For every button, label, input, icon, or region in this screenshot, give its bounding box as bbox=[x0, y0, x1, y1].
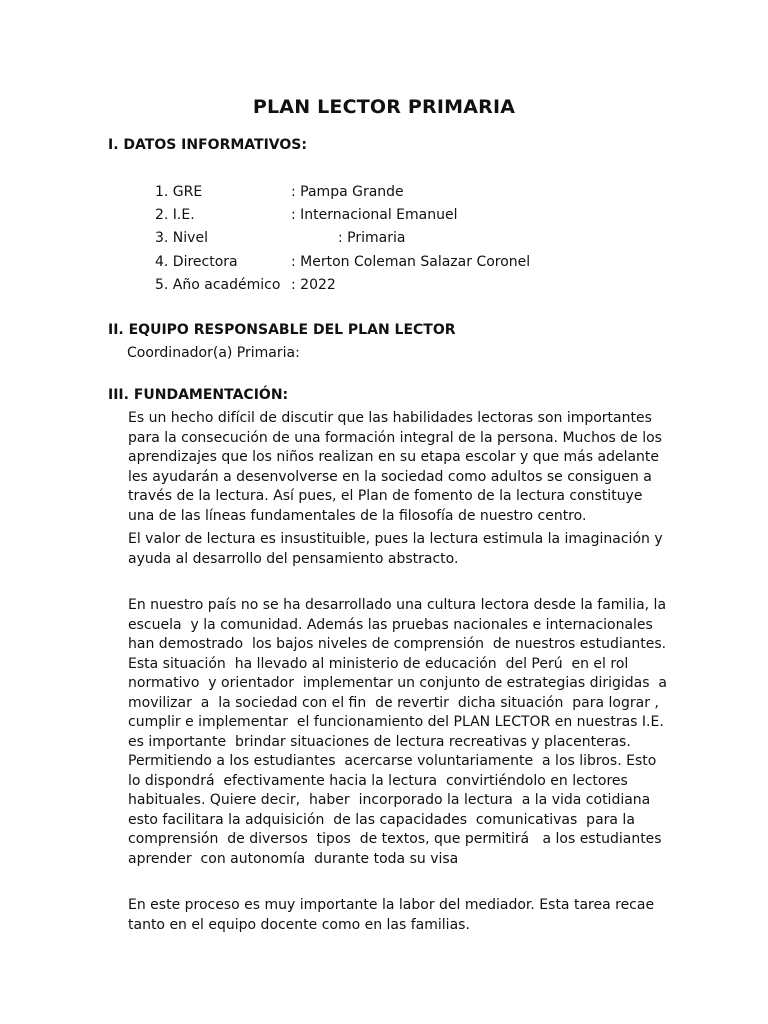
info-label: 5. Año académico bbox=[155, 276, 281, 293]
paragraph-2 bbox=[128, 530, 663, 569]
section-heading-fundamentacion: III. FUNDAMENTACIÓN: bbox=[108, 387, 289, 403]
info-value: : Internacional Emanuel bbox=[291, 207, 458, 224]
section-heading-datos: I. DATOS INFORMATIVOS: bbox=[108, 137, 307, 153]
info-label: 4. Directora bbox=[155, 253, 238, 270]
paragraph-line: comprensión de diversos tipos de textos, que permitirá a los estudiantes bbox=[128, 831, 662, 847]
paragraph-line: es importante brindar situaciones de lectura recreativas y placenteras. bbox=[128, 733, 631, 750]
paragraph-line: para la consecución de una formación integral de la persona. Muchos de los bbox=[128, 429, 662, 446]
info-label: 3. Nivel bbox=[155, 230, 208, 247]
paragraph-line: Permitiendo a los estudiantes acercarse voluntariamente a los libros. Esto bbox=[128, 753, 657, 769]
paragraph-line: Es un hecho difícil de discutir que las habilidades lectoras son importantes bbox=[128, 410, 652, 426]
paragraph-line: tanto en el equipo docente como en las familias. bbox=[128, 916, 470, 933]
paragraph-line: escuela y la comunidad. Además las pruebas nacionales e internacionales bbox=[128, 616, 653, 633]
paragraph-line: El valor de lectura es insustituible, pues la lectura estimula la imaginación y bbox=[128, 531, 663, 547]
coordinator-line: Coordinador(a) Primaria: bbox=[127, 345, 300, 361]
paragraph-line: través de la lectura. Así pues, el Plan de fomento de la lectura constituye bbox=[128, 488, 643, 504]
info-label: 1. GRE bbox=[155, 184, 203, 200]
paragraph-3 bbox=[128, 596, 667, 869]
paragraph-line: una de las líneas fundamentales de la filosofía de nuestro centro. bbox=[128, 507, 587, 524]
paragraph-1 bbox=[128, 409, 662, 526]
paragraph-line: esto facilitara la adquisición de las capacidades comunicativas para la bbox=[128, 811, 635, 828]
paragraph-line: cumplir e implementar el funcionamiento del PLAN LECTOR en nuestras I.E. bbox=[128, 714, 664, 730]
info-value: : Primaria bbox=[338, 230, 406, 247]
paragraph-line: lo dispondrá efectivamente hacia la lectura convirtiéndolo en lectores bbox=[128, 772, 628, 789]
info-label: 2. I.E. bbox=[155, 207, 195, 224]
paragraph-line: habituales. Quiere decir, haber incorporado la lectura a la vida cotidiana bbox=[128, 792, 651, 808]
paragraph-4 bbox=[128, 896, 654, 936]
paragraph-line: les ayudarán a desenvolverse en la sociedad como adultos se consiguen a bbox=[128, 468, 652, 485]
paragraph-line: movilizar a la sociedad con el fin de revertir dicha situación para lograr , bbox=[128, 694, 659, 711]
info-value: : Merton Coleman Salazar Coronel bbox=[291, 253, 531, 270]
page-title: PLAN LECTOR PRIMARIA bbox=[252, 96, 516, 118]
paragraph-line: normativo y orientador implementar un conjunto de estrategias dirigidas a bbox=[128, 675, 668, 691]
section-heading-equipo: II. EQUIPO RESPONSABLE DEL PLAN LECTOR bbox=[108, 322, 456, 338]
info-value: : Pampa Grande bbox=[291, 184, 404, 200]
info-value: : 2022 bbox=[291, 276, 336, 293]
paragraph-line: En nuestro país no se ha desarrollado una cultura lectora desde la familia, la bbox=[128, 597, 667, 613]
paragraph-line: ayuda al desarrollo del pensamiento abstracto. bbox=[128, 550, 459, 567]
paragraph-line: Esta situación ha llevado al ministerio de educación del Perú en el rol bbox=[128, 655, 629, 672]
paragraph-line: En este proceso es muy importante la labor del mediador. Esta tarea recae bbox=[128, 897, 655, 913]
paragraph-line: han demostrado los bajos niveles de comprensión de nuestros estudiantes. bbox=[128, 636, 667, 652]
paragraph-line: aprender con autonomía durante toda su visa bbox=[128, 850, 459, 867]
paragraph-line: aprendizajes que los niños realizan en su etapa escolar y que más adelante bbox=[128, 449, 660, 465]
